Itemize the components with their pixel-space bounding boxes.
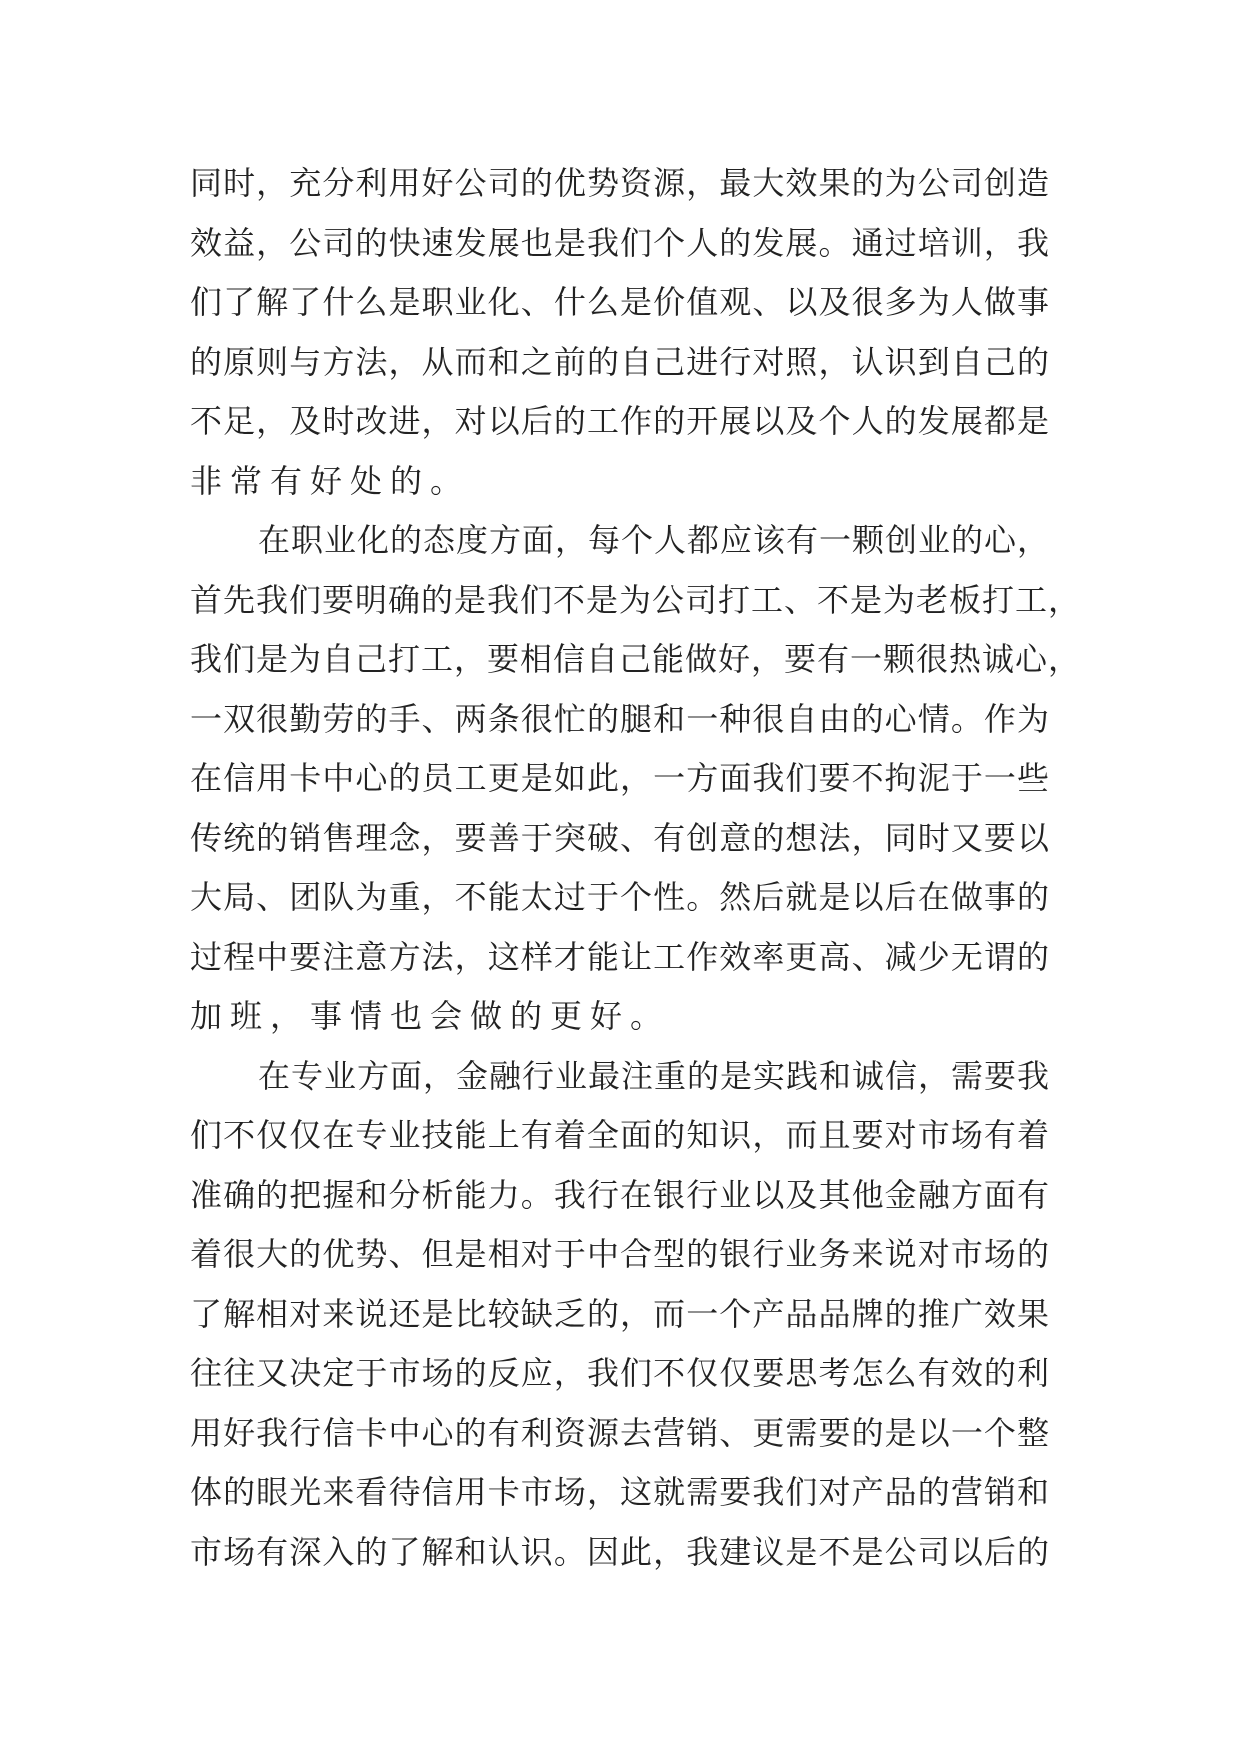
text-line [190,1047,1050,1107]
line-text: 在信用卡中心的员工更是如此，一方面我们要不拘泥于一些 [190,759,1050,797]
text-line [190,333,1050,393]
text-line [190,1463,1050,1523]
line-text: 了解相对来说还是比较缺乏的，而一个产品品牌的推广效果 [190,1294,1050,1333]
text-line [190,452,1050,512]
paragraph-3 [190,1047,1050,1583]
line-text: 用好我行信卡中心的有利资源去营销、更需要的是以一个整 [190,1413,1050,1452]
text-line [190,1523,1050,1583]
text-line [190,1225,1050,1285]
text-line [190,1404,1050,1464]
text-line [190,273,1050,333]
line-text: 大局、团队为重，不能太过于个性。然后就是以后在做事的 [190,878,1050,916]
text-line [190,511,1050,571]
text-line [190,690,1050,750]
document-body [190,154,1082,1582]
text-line [190,868,1050,928]
line-text: 在职业化的态度方面，每个人都应该有一颗创业的心， [258,521,1051,559]
line-text: 我们是为自己打工，要相信自己能做好，要有一颗很热诚心， [190,640,1082,678]
text-line [190,1285,1050,1345]
line-text: 一双很勤劳的手、两条很忙的腿和一种很自由的心情。作为 [190,699,1050,738]
text-line [190,1166,1050,1226]
text-line [190,1106,1050,1166]
text-line [190,928,1050,988]
line-text: 首先我们要明确的是我们不是为公司打工、不是为老板打工， [190,580,1082,619]
text-line [190,809,1050,869]
line-text: 市场有深入的了解和认识。因此，我建议是不是公司以后的 [190,1532,1050,1571]
line-text: 准确的把握和分析能力。我行在银行业以及其他金融方面有 [190,1175,1050,1214]
text-line [190,392,1050,452]
text-line [190,571,1082,631]
text-line [190,214,1050,274]
text-line [190,987,1050,1047]
line-text: 效益，公司的快速发展也是我们个人的发展。通过培训，我 [190,223,1050,262]
paragraph-2 [190,511,1082,1047]
line-text: 们不仅仅在专业技能上有着全面的知识，而且要对市场有着 [190,1116,1050,1154]
line-text: 非常有好处的。 [190,461,471,500]
line-text: 着很大的优势、但是相对于中合型的银行业务来说对市场的 [190,1235,1050,1273]
line-text: 体的眼光来看待信用卡市场，这就需要我们对产品的营销和 [190,1473,1050,1511]
text-line [190,1344,1050,1404]
text-line [190,154,1050,214]
line-text: 往往又决定于市场的反应，我们不仅仅要思考怎么有效的利 [190,1354,1050,1392]
paragraph-1 [190,154,1050,511]
line-text: 过程中要注意方法，这样才能让工作效率更高、减少无谓的 [190,937,1050,976]
text-line [190,749,1050,809]
line-text: 不足，及时改进，对以后的工作的开展以及个人的发展都是 [190,402,1050,440]
line-text: 同时，充分利用好公司的优势资源，最大效果的为公司创造 [190,164,1050,202]
line-text: 加班，事情也会做的更好。 [190,997,671,1035]
line-text: 在专业方面，金融行业最注重的是实践和诚信，需要我 [258,1056,1051,1095]
text-line [190,630,1082,690]
line-text: 传统的销售理念，要善于突破、有创意的想法，同时又要以 [190,818,1050,857]
line-text: 的原则与方法，从而和之前的自己进行对照，认识到自己的 [190,342,1050,381]
line-text: 们了解了什么是职业化、什么是价值观、以及很多为人做事 [190,283,1050,321]
